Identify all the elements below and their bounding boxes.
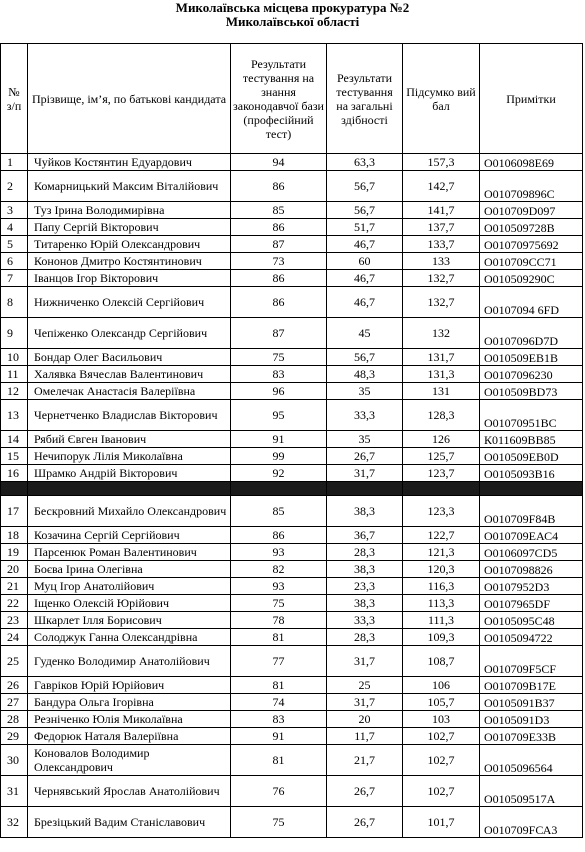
cell-general-score: 26,7: [327, 448, 403, 465]
cell-note: О01070951ВС: [480, 400, 583, 431]
cell-number: 28: [1, 711, 28, 728]
separator-cell: [28, 482, 231, 496]
cell-general-score: 45: [327, 318, 403, 349]
cell-number: 12: [1, 383, 28, 400]
cell-number: 31: [1, 776, 28, 807]
cell-note: О0105091D3: [480, 711, 583, 728]
cell-number: 25: [1, 646, 28, 677]
cell-note: О010709В17Е: [480, 677, 583, 694]
cell-name: Нижниченко Олексій Сергійович: [28, 287, 231, 318]
table-row: [1, 728, 583, 745]
cell-name: Іщенко Олексій Юрійович: [28, 595, 231, 612]
separator-cell: [1, 482, 28, 496]
cell-total-score: 157,3: [403, 154, 480, 171]
cell-law-score: 86: [231, 219, 327, 236]
cell-note: О010509ВD73: [480, 383, 583, 400]
table-row: [1, 561, 583, 578]
cell-name: Папу Сергій Вікторович: [28, 219, 231, 236]
table-row: [1, 253, 583, 270]
cell-general-score: 25: [327, 677, 403, 694]
cell-name: Кононов Дмитро Костянтинович: [28, 253, 231, 270]
cell-law-score: 85: [231, 496, 327, 527]
title-line-2: Миколаївської області: [225, 14, 360, 29]
table-row: [1, 383, 583, 400]
separator-row: [1, 482, 583, 496]
cell-number: 24: [1, 629, 28, 646]
cell-note: О0107952D3: [480, 578, 583, 595]
cell-number: 17: [1, 496, 28, 527]
table-row: [1, 711, 583, 728]
cell-general-score: 26,7: [327, 807, 403, 838]
cell-law-score: 75: [231, 595, 327, 612]
cell-law-score: 94: [231, 154, 327, 171]
cell-total-score: 132,7: [403, 287, 480, 318]
cell-name: Чепіженко Олександр Сергійович: [28, 318, 231, 349]
cell-law-score: 83: [231, 366, 327, 383]
cell-note: К011609ВВ85: [480, 431, 583, 448]
cell-name: Коновалов Володимир Олександрович: [28, 745, 231, 776]
cell-note: О010709896С: [480, 171, 583, 202]
cell-law-score: 85: [231, 202, 327, 219]
cell-total-score: 122,7: [403, 527, 480, 544]
cell-total-score: 121,3: [403, 544, 480, 561]
table-row: [1, 202, 583, 219]
table-row: [1, 287, 583, 318]
cell-number: 22: [1, 595, 28, 612]
cell-number: 13: [1, 400, 28, 431]
cell-law-score: 74: [231, 694, 327, 711]
cell-law-score: 81: [231, 629, 327, 646]
cell-law-score: 78: [231, 612, 327, 629]
cell-general-score: 46,7: [327, 287, 403, 318]
cell-total-score: 103: [403, 711, 480, 728]
title-line-1: Миколаївська місцева прокуратура №2: [175, 0, 410, 15]
cell-total-score: 131,7: [403, 349, 480, 366]
cell-law-score: 87: [231, 318, 327, 349]
cell-number: 15: [1, 448, 28, 465]
table-row: [1, 349, 583, 366]
cell-number: 2: [1, 171, 28, 202]
header-law-test: Результати тестування на знання законодавчої бази (професійний тест): [231, 44, 327, 154]
cell-law-score: 93: [231, 544, 327, 561]
cell-law-score: 73: [231, 253, 327, 270]
cell-law-score: 83: [231, 711, 327, 728]
table-body: [1, 154, 583, 838]
table-row: [1, 400, 583, 431]
cell-general-score: 28,3: [327, 629, 403, 646]
cell-number: 10: [1, 349, 28, 366]
table-row: [1, 629, 583, 646]
cell-total-score: 137,7: [403, 219, 480, 236]
cell-name: Чуйков Костянтин Едуардович: [28, 154, 231, 171]
cell-number: 7: [1, 270, 28, 287]
table-row: [1, 694, 583, 711]
separator-cell: [403, 482, 480, 496]
cell-total-score: 128,3: [403, 400, 480, 431]
cell-total-score: 113,3: [403, 595, 480, 612]
table-row: [1, 318, 583, 349]
cell-law-score: 75: [231, 349, 327, 366]
cell-total-score: 102,7: [403, 745, 480, 776]
cell-general-score: 23,3: [327, 578, 403, 595]
table-row: [1, 171, 583, 202]
cell-law-score: 86: [231, 270, 327, 287]
cell-law-score: 87: [231, 236, 327, 253]
cell-general-score: 56,7: [327, 349, 403, 366]
cell-number: 6: [1, 253, 28, 270]
cell-name: Бондар Олег Васильович: [28, 349, 231, 366]
cell-name: Шкарлет Ілля Борисович: [28, 612, 231, 629]
cell-law-score: 91: [231, 728, 327, 745]
cell-name: Солоджук Ганна Олександрівна: [28, 629, 231, 646]
cell-total-score: 133,7: [403, 236, 480, 253]
cell-note: О010509290С: [480, 270, 583, 287]
cell-general-score: 33,3: [327, 612, 403, 629]
separator-cell: [231, 482, 327, 496]
cell-note: О0105096564: [480, 745, 583, 776]
cell-note: О010709F5СF: [480, 646, 583, 677]
cell-name: Федорюк Наталя Валеріївна: [28, 728, 231, 745]
cell-general-score: 63,3: [327, 154, 403, 171]
cell-total-score: 102,7: [403, 728, 480, 745]
cell-total-score: 123,7: [403, 465, 480, 482]
cell-note: О010509517А: [480, 776, 583, 807]
table-row: [1, 776, 583, 807]
cell-general-score: 33,3: [327, 400, 403, 431]
cell-number: 19: [1, 544, 28, 561]
cell-general-score: 48,3: [327, 366, 403, 383]
cell-law-score: 77: [231, 646, 327, 677]
cell-note: О010709Е33В: [480, 728, 583, 745]
cell-name: Муц Ігор Анатолійович: [28, 578, 231, 595]
cell-name: Комарницький Максим Віталійович: [28, 171, 231, 202]
cell-law-score: 93: [231, 578, 327, 595]
cell-note: О0105091В37: [480, 694, 583, 711]
cell-general-score: 60: [327, 253, 403, 270]
cell-name: Рябий Євген Іванович: [28, 431, 231, 448]
cell-total-score: 105,7: [403, 694, 480, 711]
cell-note: О0107098826: [480, 561, 583, 578]
cell-number: 29: [1, 728, 28, 745]
cell-number: 11: [1, 366, 28, 383]
cell-name: Туз Ірина Володимирівна: [28, 202, 231, 219]
cell-general-score: 11,7: [327, 728, 403, 745]
cell-general-score: 56,7: [327, 202, 403, 219]
cell-note: О0107965DF: [480, 595, 583, 612]
cell-name: Резніченко Юлія Миколаївна: [28, 711, 231, 728]
table-row: [1, 677, 583, 694]
cell-general-score: 21,7: [327, 745, 403, 776]
cell-note: О010709D097: [480, 202, 583, 219]
cell-name: Омелечак Анастасія Валеріївна: [28, 383, 231, 400]
cell-law-score: 99: [231, 448, 327, 465]
cell-total-score: 109,3: [403, 629, 480, 646]
cell-total-score: 132,7: [403, 270, 480, 287]
cell-total-score: 126: [403, 431, 480, 448]
cell-law-score: 86: [231, 527, 327, 544]
cell-number: 20: [1, 561, 28, 578]
cell-note: О0107096D7D: [480, 318, 583, 349]
cell-name: Козачина Сергій Сергійович: [28, 527, 231, 544]
cell-total-score: 111,3: [403, 612, 480, 629]
cell-general-score: 38,3: [327, 496, 403, 527]
cell-number: 23: [1, 612, 28, 629]
cell-name: Боєва Ірина Олегівна: [28, 561, 231, 578]
cell-general-score: 36,7: [327, 527, 403, 544]
cell-law-score: 75: [231, 807, 327, 838]
cell-number: 5: [1, 236, 28, 253]
cell-note: О010509728В: [480, 219, 583, 236]
cell-note: О0105094722: [480, 629, 583, 646]
cell-general-score: 46,7: [327, 270, 403, 287]
cell-total-score: 116,3: [403, 578, 480, 595]
table-row: [1, 578, 583, 595]
cell-note: О0107096230: [480, 366, 583, 383]
cell-law-score: 95: [231, 400, 327, 431]
cell-total-score: 102,7: [403, 776, 480, 807]
cell-number: 1: [1, 154, 28, 171]
cell-number: 21: [1, 578, 28, 595]
cell-number: 16: [1, 465, 28, 482]
cell-total-score: 108,7: [403, 646, 480, 677]
cell-total-score: 106: [403, 677, 480, 694]
table-row: [1, 270, 583, 287]
table-row: [1, 448, 583, 465]
table-row: [1, 366, 583, 383]
cell-note: О010709ЕАС4: [480, 527, 583, 544]
table-row: [1, 595, 583, 612]
separator-cell: [327, 482, 403, 496]
results-table: [0, 43, 583, 838]
cell-note: О0105093В16: [480, 465, 583, 482]
cell-note: О0106098Е69: [480, 154, 583, 171]
table-row: [1, 807, 583, 838]
cell-general-score: 20: [327, 711, 403, 728]
cell-name: Чернетченко Владислав Вікторович: [28, 400, 231, 431]
cell-number: 30: [1, 745, 28, 776]
cell-number: 4: [1, 219, 28, 236]
cell-note: О0107094 6FD: [480, 287, 583, 318]
cell-note: О010709F84В: [480, 496, 583, 527]
cell-note: О010709FСА3: [480, 807, 583, 838]
cell-general-score: 46,7: [327, 236, 403, 253]
cell-law-score: 76: [231, 776, 327, 807]
header-general-test: Результати тестування на загальні здібності: [327, 44, 403, 154]
cell-number: 18: [1, 527, 28, 544]
table-row: [1, 219, 583, 236]
cell-note: О01070975692: [480, 236, 583, 253]
cell-law-score: 81: [231, 745, 327, 776]
cell-name: Шрамко Андрій Вікторович: [28, 465, 231, 482]
cell-name: Халявка Вячеслав Валентинович: [28, 366, 231, 383]
table-row: [1, 527, 583, 544]
cell-general-score: 35: [327, 383, 403, 400]
cell-general-score: 38,3: [327, 595, 403, 612]
cell-name: Парсенюк Роман Валентинович: [28, 544, 231, 561]
table-row: [1, 465, 583, 482]
cell-note: О010509ЕВ0D: [480, 448, 583, 465]
cell-law-score: 96: [231, 383, 327, 400]
table-row: [1, 745, 583, 776]
cell-general-score: 28,3: [327, 544, 403, 561]
header-note: Примітки: [480, 44, 583, 154]
cell-name: Гавріков Юрій Юрійович: [28, 677, 231, 694]
cell-law-score: 82: [231, 561, 327, 578]
table-row: [1, 431, 583, 448]
cell-general-score: 31,7: [327, 646, 403, 677]
cell-general-score: 26,7: [327, 776, 403, 807]
cell-total-score: 123,3: [403, 496, 480, 527]
cell-total-score: 125,7: [403, 448, 480, 465]
cell-number: 8: [1, 287, 28, 318]
cell-general-score: 31,7: [327, 694, 403, 711]
cell-note: О010509ЕВ1В: [480, 349, 583, 366]
cell-total-score: 133: [403, 253, 480, 270]
cell-general-score: 38,3: [327, 561, 403, 578]
cell-name: Чернявський Ярослав Анатолійович: [28, 776, 231, 807]
table-row: [1, 154, 583, 171]
cell-name: Гуденко Володимир Анатолійович: [28, 646, 231, 677]
header-total: Підсумко вий бал: [403, 44, 480, 154]
cell-total-score: 120,3: [403, 561, 480, 578]
cell-total-score: 131: [403, 383, 480, 400]
cell-law-score: 91: [231, 431, 327, 448]
document-title: [0, 0, 585, 28]
cell-number: 27: [1, 694, 28, 711]
cell-note: О010709СС71: [480, 253, 583, 270]
cell-law-score: 86: [231, 287, 327, 318]
cell-general-score: 56,7: [327, 171, 403, 202]
header-name: Прізвище, ім’я, по батькові кандидата: [28, 44, 231, 154]
cell-name: Титаренко Юрій Олександрович: [28, 236, 231, 253]
cell-name: Іванцов Ігор Вікторович: [28, 270, 231, 287]
cell-general-score: 35: [327, 431, 403, 448]
cell-general-score: 31,7: [327, 465, 403, 482]
header-num: № з/п: [1, 44, 28, 154]
cell-law-score: 92: [231, 465, 327, 482]
cell-note: О0105095С48: [480, 612, 583, 629]
cell-name: Бандура Ольга Ігорівна: [28, 694, 231, 711]
cell-law-score: 86: [231, 171, 327, 202]
table-row: [1, 236, 583, 253]
cell-total-score: 132: [403, 318, 480, 349]
table-row: [1, 544, 583, 561]
cell-number: 3: [1, 202, 28, 219]
cell-number: 32: [1, 807, 28, 838]
cell-name: Брезіцький Вадим Станіславович: [28, 807, 231, 838]
cell-number: 26: [1, 677, 28, 694]
cell-total-score: 142,7: [403, 171, 480, 202]
cell-total-score: 101,7: [403, 807, 480, 838]
separator-cell: [480, 482, 583, 496]
table-row: [1, 612, 583, 629]
cell-total-score: 131,3: [403, 366, 480, 383]
table-row: [1, 646, 583, 677]
cell-name: Бескровний Михайло Олександрович: [28, 496, 231, 527]
header-row: [1, 44, 583, 154]
cell-total-score: 141,7: [403, 202, 480, 219]
cell-number: 14: [1, 431, 28, 448]
cell-name: Нечипорук Лілія Миколаївна: [28, 448, 231, 465]
cell-general-score: 51,7: [327, 219, 403, 236]
cell-note: О0106097СD5: [480, 544, 583, 561]
table-row: [1, 496, 583, 527]
cell-law-score: 81: [231, 677, 327, 694]
cell-number: 9: [1, 318, 28, 349]
